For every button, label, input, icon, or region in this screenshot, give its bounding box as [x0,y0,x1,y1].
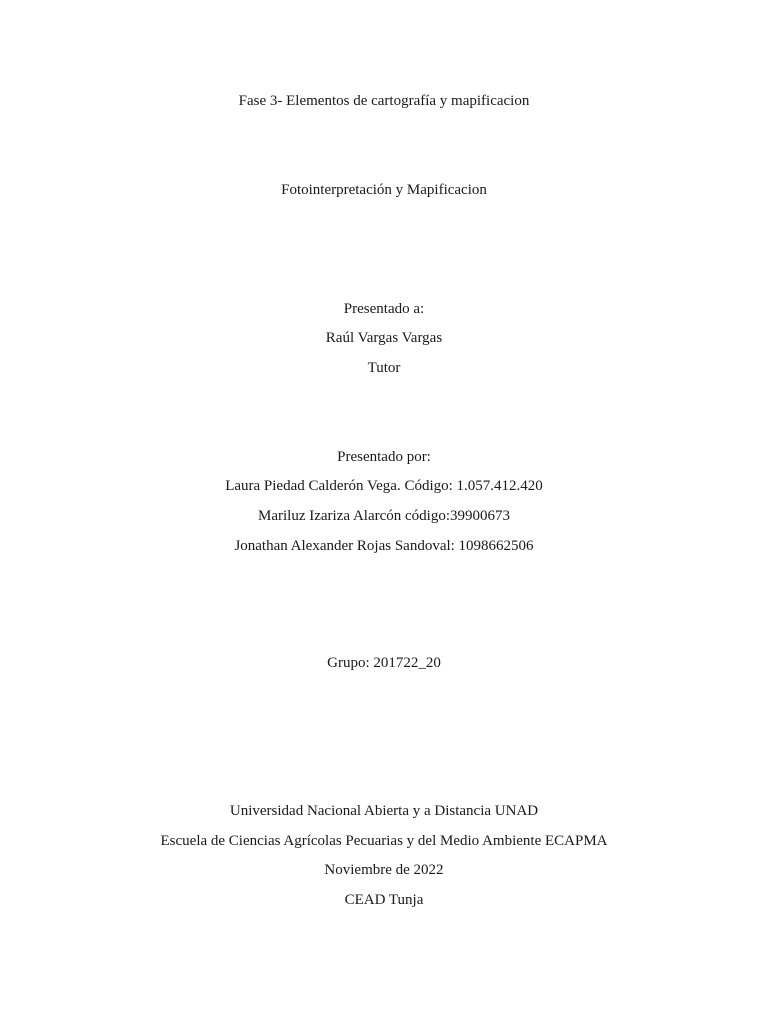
presented-to-label: Presentado a: [343,301,425,317]
presented-by-label: Presentado por: [337,449,431,465]
tutor-name: Raúl Vargas Vargas [325,330,443,346]
phase-title: Fase 3- Elementos de cartografía y mapificacion [238,93,530,109]
group-number: Grupo: 201722_20 [327,655,441,671]
university-name: Universidad Nacional Abierta y a Distancia UNAD [229,803,539,819]
study-center: CEAD Tunja [344,892,424,908]
author-line: Mariluz Izariza Alarcón código:39900673 [258,508,510,524]
tutor-role: Tutor [367,360,401,376]
school-name: Escuela de Ciencias Agrícolas Pecuarias y del Medio Ambiente ECAPMA [160,833,608,849]
document-subtitle: Fotointerpretación y Mapificacion [281,182,487,198]
document-date: Noviembre de 2022 [324,862,444,878]
author-line: Laura Piedad Calderón Vega. Código: 1.057.412.420 [225,478,543,494]
author-line: Jonathan Alexander Rojas Sandoval: 1098662506 [234,538,534,554]
